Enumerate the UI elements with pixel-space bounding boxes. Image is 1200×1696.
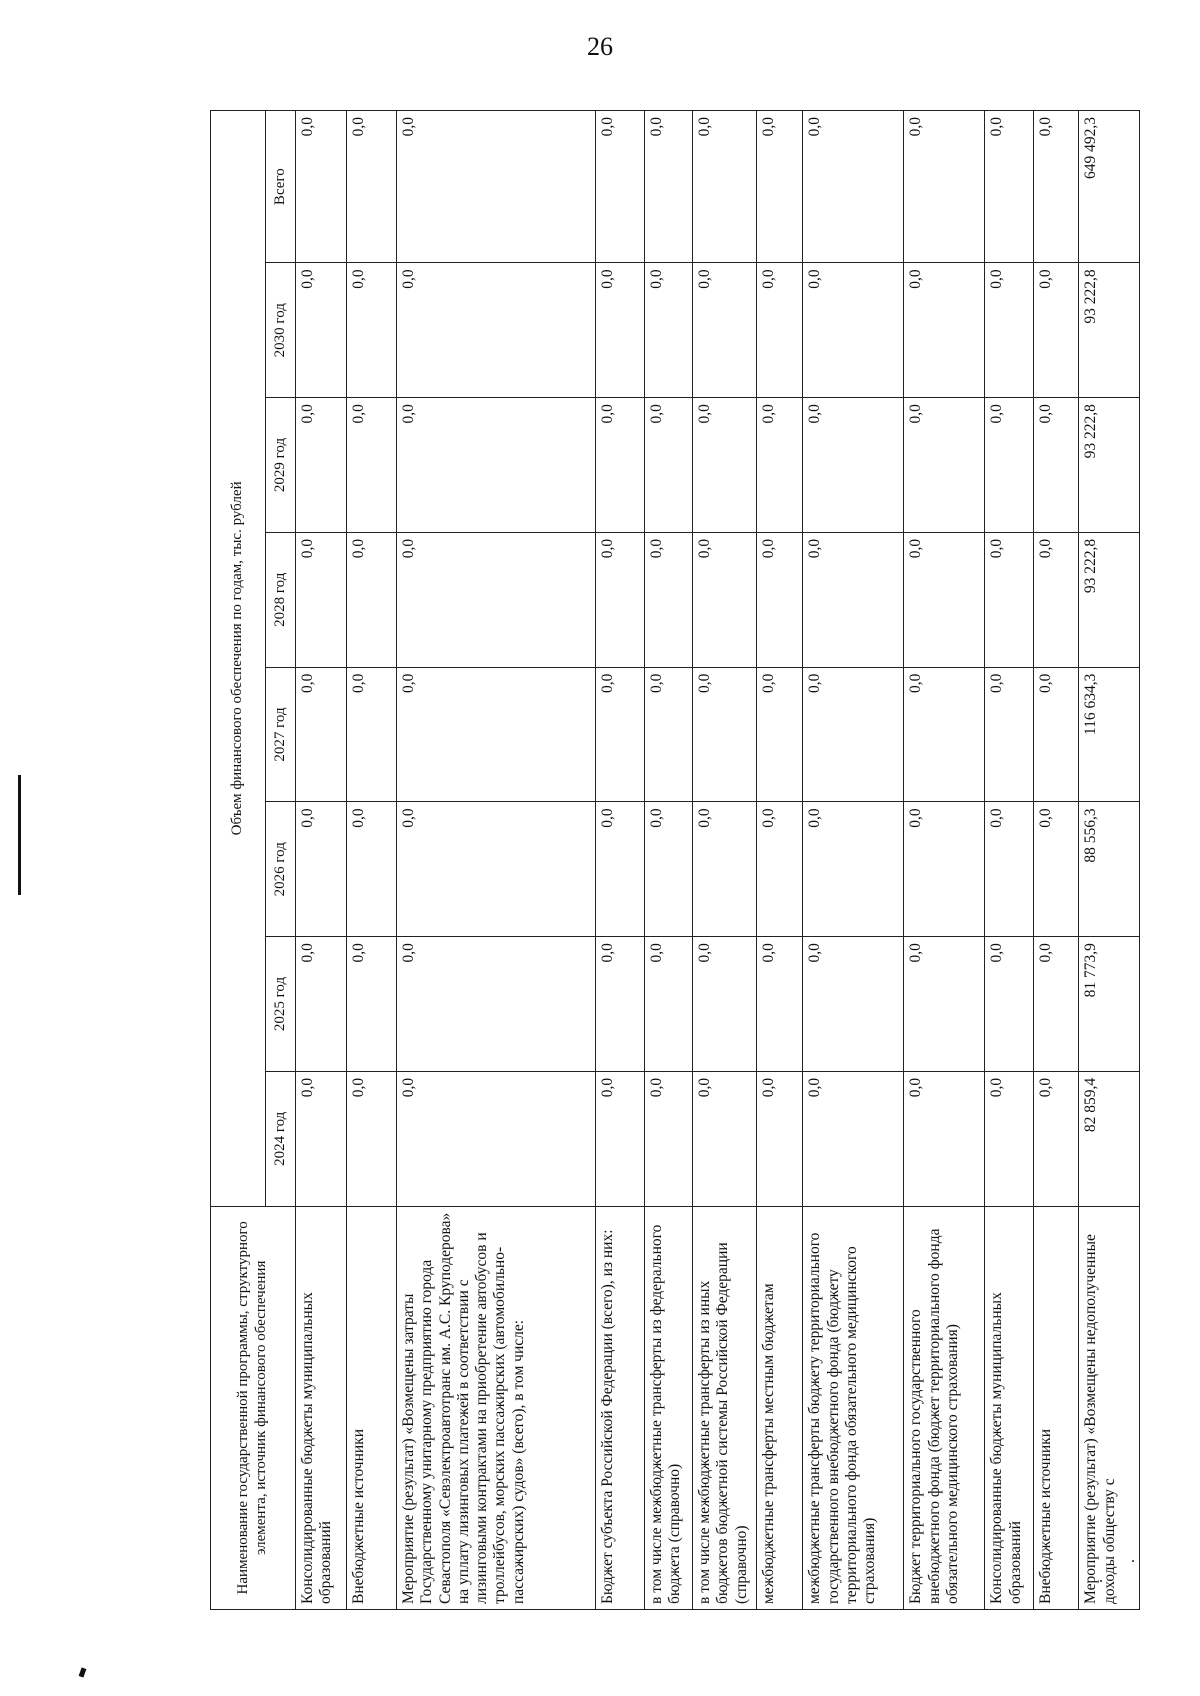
cell-value: 0,0 [803,532,904,667]
cell-value: 0,0 [397,802,596,937]
cell-value: 0,0 [904,263,985,398]
cell-value: 0,0 [693,398,757,533]
scan-artifact-line [18,775,21,895]
cell-value: 0,0 [756,532,802,667]
header-year: 2026 год [266,802,296,937]
cell-value: 0,0 [346,1071,397,1206]
rotated-table-region [210,110,1140,1610]
cell-value: 0,0 [644,802,693,937]
cell-value: 93 222,8 [1079,398,1140,533]
cell-value: 0,0 [346,667,397,802]
header-year: 2028 год [266,532,296,667]
cell-value: 0,0 [346,532,397,667]
cell-value: 0,0 [1033,532,1078,667]
row-name: в том числе межбюджетные трансферты из иных бюджетов бюджетной системы Российской Федерации (справочно) [693,1206,757,1609]
cell-value: 0,0 [904,532,985,667]
cell-value: 0,0 [985,1071,1034,1206]
row-name: Бюджет территориального государственного внебюджетного фонда (бюджет территориального фонда обязательного медицинского страхования) [904,1206,985,1609]
cell-value: 0,0 [296,667,347,802]
table-row [397,111,596,1610]
cell-value: 649 492,3 [1079,111,1140,263]
cell-value: 0,0 [296,937,347,1072]
table-row [644,111,693,1610]
table-row [1079,111,1140,1610]
cell-value: 0,0 [644,532,693,667]
scan-artifact-mark [79,1667,87,1677]
cell-value: 0,0 [397,667,596,802]
cell-value: 0,0 [644,1071,693,1206]
cell-value: 0,0 [904,398,985,533]
cell-value: 0,0 [596,532,645,667]
cell-value: 0,0 [346,802,397,937]
cell-value: 0,0 [803,802,904,937]
row-name: Консолидированные бюджеты муниципальных образований [985,1206,1034,1609]
cell-value: 0,0 [296,263,347,398]
cell-value: 0,0 [904,802,985,937]
row-name: Внебюджетные источники [1033,1206,1078,1609]
row-name: Бюджет субъекта Российской Федерации (всего), из них: [596,1206,645,1609]
table-row [693,111,757,1610]
cell-value: 0,0 [346,263,397,398]
header-year: 2030 год [266,263,296,398]
table-row [985,111,1034,1610]
cell-value: 0,0 [397,937,596,1072]
cell-value: 0,0 [644,667,693,802]
cell-value: 0,0 [904,667,985,802]
cell-value: 0,0 [596,802,645,937]
cell-value: 93 222,8 [1079,532,1140,667]
cell-value: 0,0 [756,263,802,398]
cell-value: 0,0 [803,263,904,398]
cell-value: 0,0 [1033,667,1078,802]
cell-value: 82 859,4 [1079,1071,1140,1206]
cell-value: 0,0 [904,937,985,1072]
cell-value: 0,0 [397,111,596,263]
financing-table [210,110,1140,1610]
cell-value: 81 773,9 [1079,937,1140,1072]
cell-value: 0,0 [1033,1071,1078,1206]
row-name: Внебюджетные источники [346,1206,397,1609]
row-name: в том числе межбюджетные трансферты из федерального бюджета (справочно) [644,1206,693,1609]
cell-value: 0,0 [985,398,1034,533]
cell-value: 0,0 [985,263,1034,398]
cell-value: 0,0 [296,532,347,667]
table-row [1033,111,1078,1610]
table-row [803,111,904,1610]
row-name: Консолидированные бюджеты муниципальных образований [296,1206,347,1609]
header-volume-title: Объем финансового обеспечения по годам, тыс. рублей [211,111,266,1207]
cell-value: 0,0 [596,398,645,533]
table-row [346,111,397,1610]
cell-value: 0,0 [644,111,693,263]
cell-value: 0,0 [296,111,347,263]
cell-value: 0,0 [397,532,596,667]
row-name: межбюджетные трансферты местным бюджетам [756,1206,802,1609]
cell-value: 0,0 [296,802,347,937]
cell-value: 0,0 [596,263,645,398]
cell-value: 88 556,3 [1079,802,1140,937]
cell-value: 0,0 [756,937,802,1072]
cell-value: 0,0 [346,937,397,1072]
cell-value: 0,0 [296,398,347,533]
cell-value: 0,0 [397,398,596,533]
cell-value: 0,0 [803,1071,904,1206]
cell-value: 0,0 [756,802,802,937]
cell-value: 0,0 [693,111,757,263]
header-year: 2029 год [266,398,296,533]
cell-value: 0,0 [596,667,645,802]
cell-value: 0,0 [596,1071,645,1206]
cell-value: 0,0 [803,937,904,1072]
header-total: Всего [266,111,296,263]
cell-value: 0,0 [1033,263,1078,398]
cell-value: 0,0 [693,937,757,1072]
cell-value: 0,0 [985,937,1034,1072]
cell-value: 0,0 [693,667,757,802]
cell-value: 0,0 [1033,802,1078,937]
cell-value: 0,0 [985,111,1034,263]
table-row [904,111,985,1610]
cell-value: 116 634,3 [1079,667,1140,802]
cell-value: 0,0 [397,1071,596,1206]
cell-value: 0,0 [904,1071,985,1206]
cell-value: 0,0 [596,937,645,1072]
cell-value: 0,0 [756,111,802,263]
cell-value: 0,0 [904,111,985,263]
cell-value: 0,0 [693,532,757,667]
cell-value: 0,0 [596,111,645,263]
cell-value: 0,0 [756,1071,802,1206]
cell-value: 0,0 [346,398,397,533]
header-year: 2025 год [266,937,296,1072]
cell-value: 0,0 [756,667,802,802]
cell-value: 0,0 [693,1071,757,1206]
cell-value: 0,0 [1033,398,1078,533]
cell-value: 0,0 [803,111,904,263]
row-name: межбюджетные трансферты бюджету территориального государственного внебюджетного фонда (бюджету территориального фонда обязательного медицинского страхования) [803,1206,904,1609]
header-name-column: Наименование государственной программы, структурного элемента, источник финансового обеспечения [211,1206,296,1609]
row-name: Мероприятие (результат) «Возмещены недополученные доходы обществу с [1079,1206,1140,1609]
header-year: 2027 год [266,667,296,802]
cell-value: 0,0 [803,398,904,533]
table-row [596,111,645,1610]
table-row [296,111,347,1610]
cell-value: 0,0 [985,802,1034,937]
cell-value: 0,0 [296,1071,347,1206]
cell-value: 0,0 [346,111,397,263]
cell-value: 0,0 [397,263,596,398]
cell-value: 0,0 [803,667,904,802]
page-number: 26 [587,32,613,61]
cell-value: 0,0 [1033,111,1078,263]
cell-value: 0,0 [693,802,757,937]
table-row [756,111,802,1610]
cell-value: 0,0 [985,532,1034,667]
cell-value: 93 222,8 [1079,263,1140,398]
header-year: 2024 год [266,1071,296,1206]
cell-value: 0,0 [1033,937,1078,1072]
cell-value: 0,0 [644,937,693,1072]
cell-value: 0,0 [644,263,693,398]
cell-value: 0,0 [985,667,1034,802]
row-name: Мероприятие (результат) «Возмещены затраты Государственному унитарному предприятию города Севастополя «Севэлектроавтотранс им. А.С. Круподерова» на уплату лизинговых платежей в соответствии с лизинговыми контрактами на приобретение автобусов и троллейбусов, морских пассажирских (автомобильно-пассажирских) судов» (всего), в том числе: [397,1206,596,1609]
cell-value: 0,0 [693,263,757,398]
cell-value: 0,0 [756,398,802,533]
cell-value: 0,0 [644,398,693,533]
